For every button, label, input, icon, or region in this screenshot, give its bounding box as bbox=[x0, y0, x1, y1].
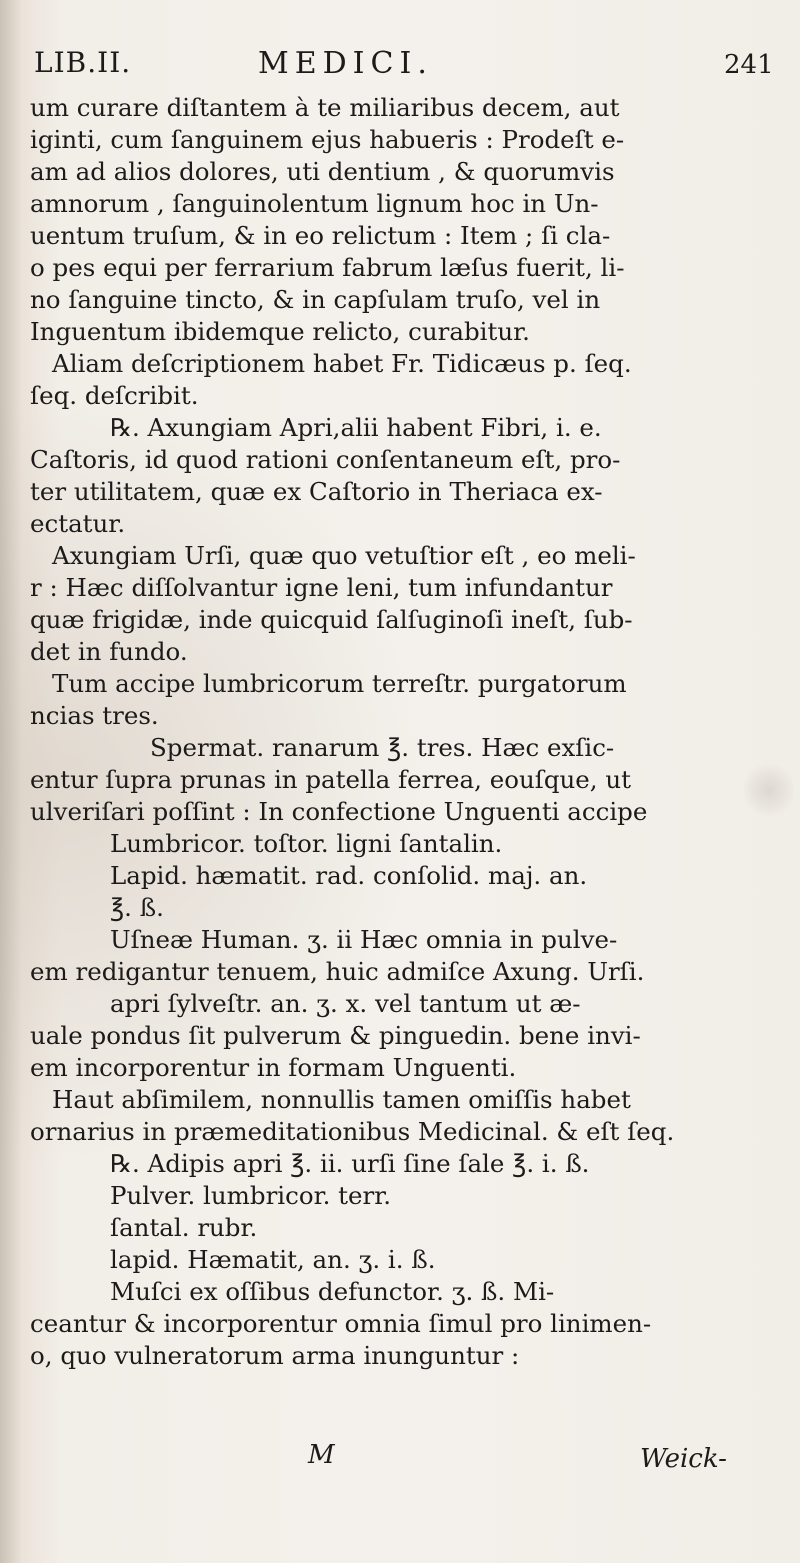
text-line: Pulver. lumbricor. terr. bbox=[110, 1181, 392, 1210]
text-line: em redigantur tenuem, huic admiſce Axung. Urſi. bbox=[30, 957, 645, 986]
text-line: Inguentum ibidemque relicto, curabitur. bbox=[30, 317, 530, 346]
signature-mark: M bbox=[308, 1440, 335, 1470]
text-line: apri ſylveſtr. an. ʒ. x. vel tantum ut æ- bbox=[110, 989, 581, 1018]
text-line: Axungiam Urſi, quæ quo vetuſtior eſt , eo meli- bbox=[52, 541, 636, 570]
gutter-shadow bbox=[0, 0, 22, 1563]
text-line: ncias tres. bbox=[30, 701, 159, 730]
text-line: uale pondus ſit pulverum & pinguedin. bene invi- bbox=[30, 1021, 641, 1050]
text-line: ulveriſari poſſint : In confectione Unguenti accipe bbox=[30, 797, 648, 826]
text-line: quæ frigidæ, inde quicquid ſalſuginoſi ineſt, ſub- bbox=[30, 605, 633, 634]
text-line: ſeq. deſcribit. bbox=[30, 381, 199, 410]
text-line: am ad alios dolores, uti dentium , & quorumvis bbox=[30, 157, 615, 186]
text-line: ectatur. bbox=[30, 509, 126, 538]
text-line: Muſci ex oſſibus defunctor. ʒ. ß. Mi- bbox=[110, 1277, 555, 1306]
text-line: Lapid. hæmatit. rad. conſolid. maj. an. bbox=[110, 861, 588, 890]
text-line: Lumbricor. toſtor. ligni ſantalin. bbox=[110, 829, 503, 858]
text-line: Uſneæ Human. ʒ. ii Hæc omnia in pulve- bbox=[110, 925, 618, 954]
text-line: r : Hæc diſſolvantur igne leni, tum infundantur bbox=[30, 573, 613, 602]
text-line: ſantal. rubr. bbox=[110, 1213, 258, 1242]
text-line: iginti, cum ſanguinem ejus habueris : Prodeſt e- bbox=[30, 125, 625, 154]
text-line: o pes equi per ferrarium fabrum læſus fuerit, li- bbox=[30, 253, 625, 282]
body-text bbox=[30, 92, 790, 1372]
text-line: entur ſupra prunas in patella ferrea, eouſque, ut bbox=[30, 765, 631, 794]
text-line: lapid. Hæmatit, an. ʒ. i. ß. bbox=[110, 1245, 436, 1274]
text-line: Spermat. ranarum ℥. tres. Hæc exſic- bbox=[150, 733, 615, 762]
text-line: amnorum , ſanguinolentum lignum hoc in Un- bbox=[30, 189, 599, 218]
text-line: ornarius in præmeditationibus Medicinal. & eſt ſeq. bbox=[30, 1117, 675, 1146]
text-line: ℞. Adipis apri ℥. ii. urſi ſine ſale ℥. i. ß. bbox=[110, 1149, 590, 1178]
text-line: ℞. Axungiam Apri,alii habent Fibri, i. e. bbox=[110, 413, 602, 442]
text-line: ter utilitatem, quæ ex Caſtorio in Theriaca ex- bbox=[30, 477, 603, 506]
text-line: ceantur & incorporentur omnia ſimul pro linimen- bbox=[30, 1309, 652, 1338]
catchword: Weick- bbox=[640, 1444, 727, 1474]
text-line: Aliam deſcriptionem habet Fr. Tidicæus p. ſeq. bbox=[52, 349, 632, 378]
page-number: 241 bbox=[724, 50, 774, 80]
text-line: o, quo vulneratorum arma inunguntur : bbox=[30, 1341, 520, 1370]
text-line: um curare diſtantem à te miliaribus decem, aut bbox=[30, 93, 620, 122]
header-title: MEDICI. bbox=[258, 46, 433, 81]
text-line: Haut abſimilem, nonnullis tamen omiſſis habet bbox=[52, 1085, 631, 1114]
text-line: uentum truſum, & in eo relictum : Item ; ſi cla- bbox=[30, 221, 611, 250]
text-line: ℥. ß. bbox=[110, 893, 164, 922]
header-book-number: LIB.II. bbox=[34, 46, 132, 79]
running-header bbox=[0, 46, 800, 86]
text-line: Tum accipe lumbricorum terreſtr. purgatorum bbox=[52, 669, 627, 698]
page-footer bbox=[0, 1440, 800, 1480]
text-line: det in fundo. bbox=[30, 637, 188, 666]
text-line: no ſanguine tincto, & in capſulam truſo, vel in bbox=[30, 285, 601, 314]
text-line: Caſtoris, id quod rationi conſentaneum eſt, pro- bbox=[30, 445, 621, 474]
text-line: em incorporentur in formam Unguenti. bbox=[30, 1053, 517, 1082]
